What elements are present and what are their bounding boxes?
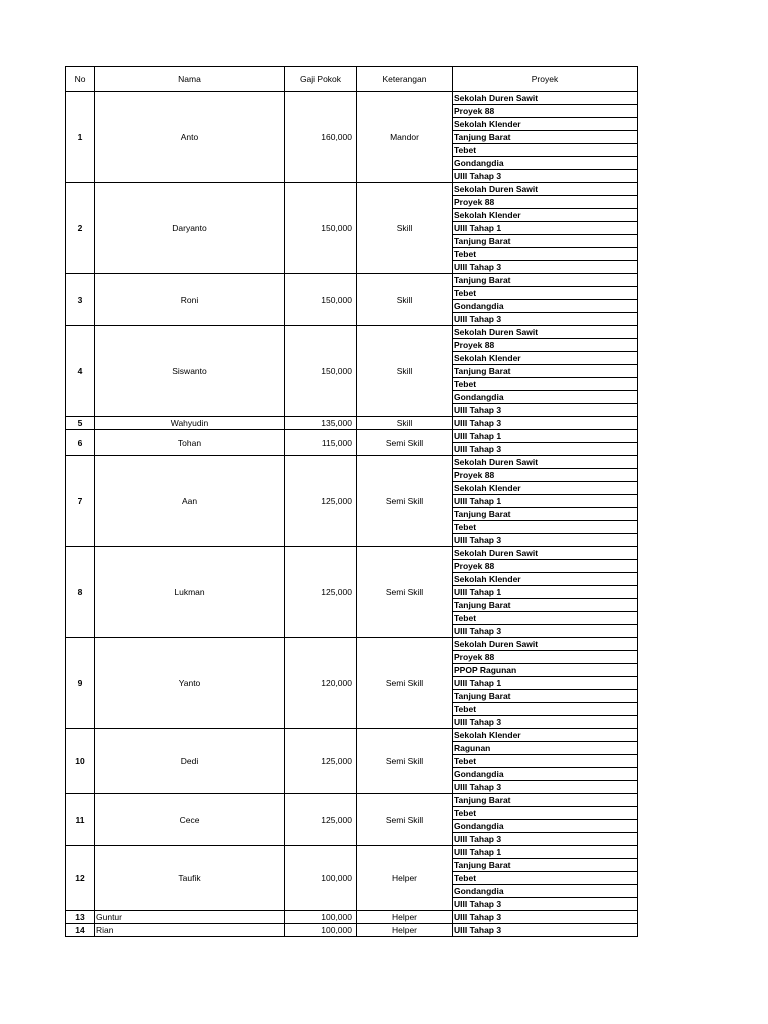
- cell-proyek: PPOP Ragunan: [453, 664, 638, 677]
- table-row: [66, 183, 638, 196]
- cell-nama: Tohan: [95, 430, 285, 456]
- cell-proyek: Sekolah Duren Sawit: [453, 326, 638, 339]
- header-keterangan: Keterangan: [357, 67, 453, 92]
- cell-gaji-pokok: 100,000: [285, 846, 357, 911]
- header-gaji-pokok: Gaji Pokok: [285, 67, 357, 92]
- table-row: [66, 456, 638, 469]
- cell-gaji-pokok: 100,000: [285, 911, 357, 924]
- cell-nama: Daryanto: [95, 183, 285, 274]
- cell-proyek: Tanjung Barat: [453, 365, 638, 378]
- cell-proyek: Proyek 88: [453, 196, 638, 209]
- cell-gaji-pokok: 150,000: [285, 326, 357, 417]
- table-row: [66, 547, 638, 560]
- cell-proyek: UIII Tahap 3: [453, 911, 638, 924]
- cell-proyek: Proyek 88: [453, 651, 638, 664]
- cell-keterangan: Mandor: [357, 92, 453, 183]
- cell-proyek: UIII Tahap 3: [453, 170, 638, 183]
- cell-no: 2: [66, 183, 95, 274]
- header-nama: Nama: [95, 67, 285, 92]
- cell-proyek: Tebet: [453, 807, 638, 820]
- header-row: [66, 67, 638, 92]
- cell-keterangan: Helper: [357, 911, 453, 924]
- cell-nama: Wahyudin: [95, 417, 285, 430]
- cell-proyek: Sekolah Duren Sawit: [453, 183, 638, 196]
- cell-keterangan: Skill: [357, 326, 453, 417]
- cell-proyek: Sekolah Duren Sawit: [453, 92, 638, 105]
- cell-keterangan: Semi Skill: [357, 638, 453, 729]
- cell-proyek: UIII Tahap 3: [453, 313, 638, 326]
- cell-nama: Aan: [95, 456, 285, 547]
- cell-proyek: Tebet: [453, 612, 638, 625]
- cell-no: 10: [66, 729, 95, 794]
- cell-gaji-pokok: 135,000: [285, 417, 357, 430]
- cell-nama: Guntur: [95, 911, 285, 924]
- cell-proyek: Sekolah Klender: [453, 729, 638, 742]
- cell-keterangan: Semi Skill: [357, 547, 453, 638]
- cell-proyek: UIII Tahap 3: [453, 534, 638, 547]
- cell-proyek: UIII Tahap 3: [453, 261, 638, 274]
- cell-proyek: Tanjung Barat: [453, 690, 638, 703]
- cell-proyek: Sekolah Klender: [453, 482, 638, 495]
- cell-proyek: Sekolah Klender: [453, 209, 638, 222]
- cell-proyek: Tebet: [453, 703, 638, 716]
- cell-proyek: Sekolah Duren Sawit: [453, 456, 638, 469]
- cell-gaji-pokok: 160,000: [285, 92, 357, 183]
- cell-proyek: Proyek 88: [453, 560, 638, 573]
- cell-gaji-pokok: 125,000: [285, 729, 357, 794]
- cell-no: 13: [66, 911, 95, 924]
- cell-proyek: UIII Tahap 1: [453, 846, 638, 859]
- cell-proyek: Tanjung Barat: [453, 794, 638, 807]
- table-row: [66, 729, 638, 742]
- cell-proyek: Tebet: [453, 248, 638, 261]
- cell-keterangan: Semi Skill: [357, 456, 453, 547]
- cell-proyek: UIII Tahap 3: [453, 716, 638, 729]
- cell-gaji-pokok: 115,000: [285, 430, 357, 456]
- cell-no: 9: [66, 638, 95, 729]
- cell-proyek: UIII Tahap 3: [453, 417, 638, 430]
- header-proyek: Proyek: [453, 67, 638, 92]
- cell-proyek: Tanjung Barat: [453, 859, 638, 872]
- cell-keterangan: Semi Skill: [357, 430, 453, 456]
- cell-proyek: Sekolah Klender: [453, 352, 638, 365]
- cell-proyek: UIII Tahap 3: [453, 443, 638, 456]
- cell-nama: Rian: [95, 924, 285, 937]
- cell-proyek: UIII Tahap 3: [453, 833, 638, 846]
- cell-keterangan: Skill: [357, 274, 453, 326]
- table-row: [66, 92, 638, 105]
- cell-nama: Taufik: [95, 846, 285, 911]
- cell-no: 6: [66, 430, 95, 456]
- cell-no: 1: [66, 92, 95, 183]
- cell-nama: Siswanto: [95, 326, 285, 417]
- cell-keterangan: Helper: [357, 846, 453, 911]
- header-no: No: [66, 67, 95, 92]
- cell-gaji-pokok: 100,000: [285, 924, 357, 937]
- cell-keterangan: Semi Skill: [357, 729, 453, 794]
- table-row: [66, 911, 638, 924]
- cell-proyek: Tebet: [453, 872, 638, 885]
- cell-proyek: Tebet: [453, 755, 638, 768]
- table-row: [66, 326, 638, 339]
- cell-proyek: Sekolah Klender: [453, 573, 638, 586]
- table-row: [66, 274, 638, 287]
- table-row: [66, 846, 638, 859]
- cell-proyek: Tanjung Barat: [453, 274, 638, 287]
- table-row: [66, 794, 638, 807]
- cell-no: 11: [66, 794, 95, 846]
- cell-nama: Lukman: [95, 547, 285, 638]
- cell-proyek: UIII Tahap 1: [453, 677, 638, 690]
- cell-no: 8: [66, 547, 95, 638]
- cell-proyek: Gondangdia: [453, 157, 638, 170]
- cell-no: 7: [66, 456, 95, 547]
- cell-proyek: UIII Tahap 1: [453, 430, 638, 443]
- cell-proyek: Gondangdia: [453, 300, 638, 313]
- cell-keterangan: Semi Skill: [357, 794, 453, 846]
- cell-proyek: Proyek 88: [453, 339, 638, 352]
- table-row: [66, 924, 638, 937]
- cell-proyek: Ragunan: [453, 742, 638, 755]
- cell-proyek: Tebet: [453, 378, 638, 391]
- cell-nama: Yanto: [95, 638, 285, 729]
- table-row: [66, 430, 638, 443]
- cell-proyek: Proyek 88: [453, 469, 638, 482]
- cell-proyek: UIII Tahap 3: [453, 898, 638, 911]
- cell-proyek: UIII Tahap 3: [453, 625, 638, 638]
- cell-no: 3: [66, 274, 95, 326]
- cell-gaji-pokok: 125,000: [285, 794, 357, 846]
- cell-proyek: Gondangdia: [453, 391, 638, 404]
- cell-proyek: Tanjung Barat: [453, 131, 638, 144]
- cell-nama: Anto: [95, 92, 285, 183]
- cell-gaji-pokok: 150,000: [285, 183, 357, 274]
- cell-gaji-pokok: 125,000: [285, 456, 357, 547]
- cell-proyek: Gondangdia: [453, 768, 638, 781]
- cell-proyek: UIII Tahap 3: [453, 781, 638, 794]
- cell-proyek: Proyek 88: [453, 105, 638, 118]
- cell-proyek: Tanjung Barat: [453, 599, 638, 612]
- salary-table: [65, 66, 638, 937]
- table-body: [66, 92, 638, 937]
- cell-keterangan: Skill: [357, 417, 453, 430]
- cell-proyek: Tanjung Barat: [453, 508, 638, 521]
- cell-proyek: UIII Tahap 1: [453, 495, 638, 508]
- cell-nama: Roni: [95, 274, 285, 326]
- cell-no: 12: [66, 846, 95, 911]
- cell-proyek: UIII Tahap 1: [453, 222, 638, 235]
- cell-gaji-pokok: 120,000: [285, 638, 357, 729]
- cell-gaji-pokok: 125,000: [285, 547, 357, 638]
- cell-proyek: Sekolah Duren Sawit: [453, 547, 638, 560]
- cell-proyek: UIII Tahap 3: [453, 924, 638, 937]
- cell-proyek: Gondangdia: [453, 885, 638, 898]
- cell-proyek: UIII Tahap 3: [453, 404, 638, 417]
- cell-proyek: Sekolah Duren Sawit: [453, 638, 638, 651]
- cell-proyek: UIII Tahap 1: [453, 586, 638, 599]
- cell-nama: Dedi: [95, 729, 285, 794]
- cell-proyek: Tebet: [453, 144, 638, 157]
- cell-nama: Cece: [95, 794, 285, 846]
- cell-keterangan: Skill: [357, 183, 453, 274]
- cell-keterangan: Helper: [357, 924, 453, 937]
- cell-proyek: Tanjung Barat: [453, 235, 638, 248]
- cell-no: 5: [66, 417, 95, 430]
- cell-gaji-pokok: 150,000: [285, 274, 357, 326]
- cell-no: 4: [66, 326, 95, 417]
- table-row: [66, 417, 638, 430]
- cell-proyek: Tebet: [453, 521, 638, 534]
- cell-proyek: Gondangdia: [453, 820, 638, 833]
- cell-no: 14: [66, 924, 95, 937]
- table-row: [66, 638, 638, 651]
- cell-proyek: Tebet: [453, 287, 638, 300]
- cell-proyek: Sekolah Klender: [453, 118, 638, 131]
